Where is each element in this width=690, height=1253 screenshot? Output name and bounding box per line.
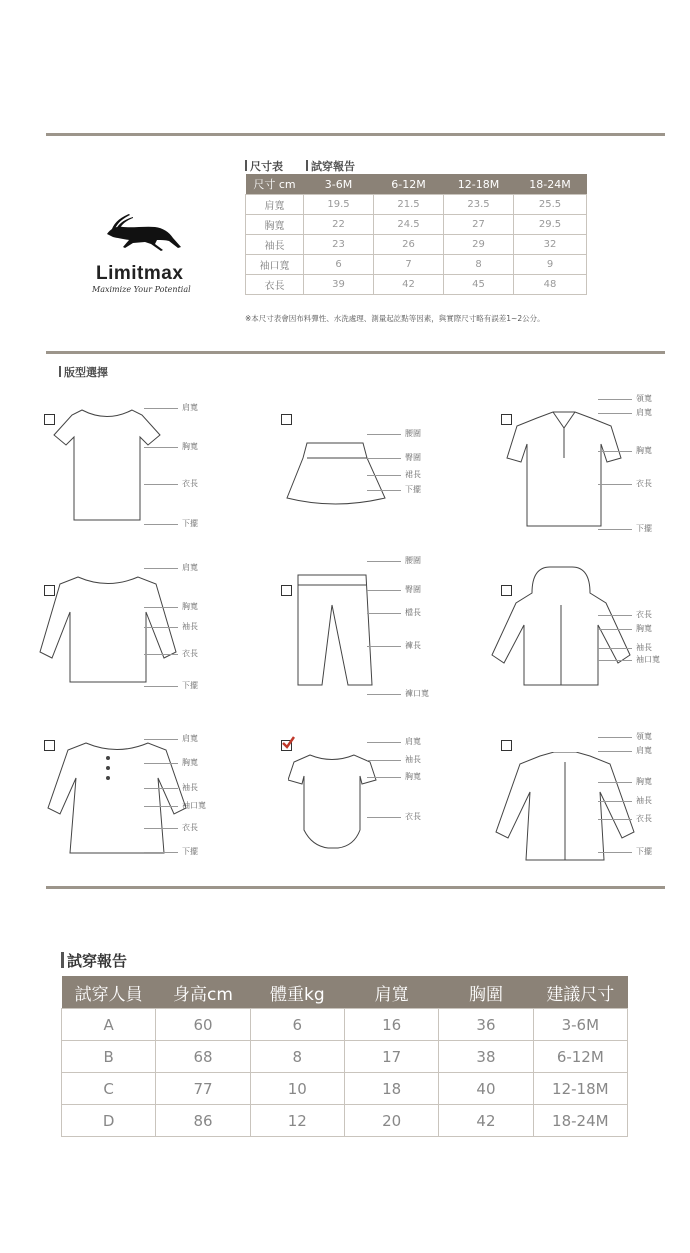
fit-cell: 18 — [344, 1073, 438, 1105]
measure-leader-line — [367, 458, 401, 459]
size-cell: 29.5 — [514, 215, 587, 235]
fit-table-row — [62, 1009, 628, 1041]
measure-leader-line — [598, 660, 632, 661]
size-cell: 23.5 — [444, 195, 514, 215]
size-table-header: 6-12M — [374, 174, 444, 195]
measure-label: 衣長 — [182, 479, 198, 488]
size-row-label: 袖口寬 — [246, 255, 304, 275]
fit-cell: D — [62, 1105, 156, 1137]
fit-cell: 60 — [156, 1009, 250, 1041]
measure-leader-line — [598, 737, 632, 738]
measure-label: 衣長 — [182, 823, 198, 832]
measure-leader-line — [144, 739, 178, 740]
fit-cell: 17 — [344, 1041, 438, 1073]
measure-leader-line — [144, 627, 178, 628]
fit-report-table — [61, 976, 628, 1137]
measure-label: 檔長 — [405, 608, 421, 617]
measure-label: 腰圍 — [405, 556, 421, 565]
fit-table-header: 試穿人員 — [62, 976, 156, 1009]
fit-cell: 3-6M — [533, 1009, 627, 1041]
fit-table-header: 建議尺寸 — [533, 976, 627, 1009]
size-row-label: 衣長 — [246, 275, 304, 295]
tab-fit-report[interactable]: 試穿報告 — [306, 158, 355, 174]
garment-tee-icon — [52, 405, 202, 530]
measure-label: 肩寬 — [636, 408, 652, 417]
measure-leader-line — [367, 590, 401, 591]
measure-leader-line — [144, 447, 178, 448]
measure-leader-line — [367, 646, 401, 647]
measure-leader-line — [598, 801, 632, 802]
measure-label: 領寬 — [636, 732, 652, 741]
size-row-label: 袖長 — [246, 235, 304, 255]
checkmark-icon — [281, 736, 295, 750]
measure-label: 臀圍 — [405, 585, 421, 594]
measure-label: 下擺 — [182, 519, 198, 528]
measure-leader-line — [367, 475, 401, 476]
style-section-title: 版型選擇 — [59, 364, 108, 380]
measure-label: 下擺 — [636, 847, 652, 856]
size-cell: 32 — [514, 235, 587, 255]
measure-leader-line — [144, 524, 178, 525]
measure-leader-line — [598, 399, 632, 400]
size-table-row — [246, 215, 587, 235]
size-row-label: 胸寬 — [246, 215, 304, 235]
size-cell: 22 — [304, 215, 374, 235]
measure-leader-line — [598, 782, 632, 783]
measure-label: 下擺 — [405, 485, 421, 494]
fit-cell: 40 — [439, 1073, 533, 1105]
garment-polo-icon — [505, 408, 655, 533]
size-cell: 23 — [304, 235, 374, 255]
size-table-row — [246, 235, 587, 255]
garment-long-icon — [38, 572, 188, 697]
fit-cell: 42 — [439, 1105, 533, 1137]
measure-label: 褲口寬 — [405, 689, 429, 698]
size-cell: 8 — [444, 255, 514, 275]
measure-label: 下擺 — [636, 524, 652, 533]
measure-label: 肩寬 — [405, 737, 421, 746]
measure-leader-line — [367, 817, 401, 818]
measure-label: 衣長 — [636, 479, 652, 488]
measure-label: 領寬 — [636, 394, 652, 403]
bottom-divider — [46, 886, 665, 889]
size-cell: 42 — [374, 275, 444, 295]
measure-leader-line — [598, 484, 632, 485]
measure-leader-line — [598, 819, 632, 820]
size-table-row — [246, 275, 587, 295]
measure-label: 衣長 — [636, 610, 652, 619]
measure-label: 袖長 — [182, 783, 198, 792]
fit-table-row — [62, 1105, 628, 1137]
size-table-header: 尺寸 cm — [246, 174, 304, 195]
fit-cell: 77 — [156, 1073, 250, 1105]
size-table-header: 18-24M — [514, 174, 587, 195]
garment-shirt-icon — [492, 752, 642, 877]
fit-cell: 68 — [156, 1041, 250, 1073]
size-cell: 27 — [444, 215, 514, 235]
size-cell: 25.5 — [514, 195, 587, 215]
size-cell: 39 — [304, 275, 374, 295]
size-table-header: 12-18M — [444, 174, 514, 195]
gazelle-logo-icon — [103, 210, 185, 260]
measure-leader-line — [598, 615, 632, 616]
fit-cell: B — [62, 1041, 156, 1073]
measure-leader-line — [367, 434, 401, 435]
fit-table-header: 胸圍 — [439, 976, 533, 1009]
measure-label: 胸寬 — [636, 777, 652, 786]
size-row-label: 肩寬 — [246, 195, 304, 215]
measure-label: 衣長 — [182, 649, 198, 658]
measure-label: 肩寬 — [636, 746, 652, 755]
measure-leader-line — [598, 529, 632, 530]
measure-label: 下擺 — [182, 681, 198, 690]
measure-leader-line — [598, 629, 632, 630]
measure-label: 肩寬 — [182, 403, 198, 412]
measure-label: 衣長 — [405, 812, 421, 821]
measure-label: 袖長 — [405, 755, 421, 764]
measure-label: 胸寬 — [182, 758, 198, 767]
size-cell: 29 — [444, 235, 514, 255]
measure-label: 胸寬 — [636, 624, 652, 633]
size-cell: 45 — [444, 275, 514, 295]
measure-leader-line — [144, 788, 178, 789]
measure-label: 胸寬 — [182, 602, 198, 611]
measure-leader-line — [598, 648, 632, 649]
measure-leader-line — [367, 777, 401, 778]
size-table-row — [246, 255, 587, 275]
fit-cell: 16 — [344, 1009, 438, 1041]
measure-leader-line — [367, 490, 401, 491]
fit-cell: 18-24M — [533, 1105, 627, 1137]
measure-label: 袖口寬 — [182, 801, 206, 810]
measure-label: 褲長 — [405, 641, 421, 650]
measure-label: 衣長 — [636, 814, 652, 823]
measure-label: 下擺 — [182, 847, 198, 856]
measure-leader-line — [144, 828, 178, 829]
measure-leader-line — [144, 763, 178, 764]
style-checkbox[interactable] — [281, 414, 292, 425]
measure-leader-line — [598, 413, 632, 414]
size-cell: 26 — [374, 235, 444, 255]
fit-report-title: 試穿報告 — [61, 950, 127, 971]
garment-blouse-icon — [46, 738, 196, 863]
size-cell: 6 — [304, 255, 374, 275]
measure-label: 肩寬 — [182, 734, 198, 743]
measure-label: 胸寬 — [182, 442, 198, 451]
top-divider — [46, 133, 665, 136]
size-note: ※本尺寸表會因布料彈性、水洗處理、測量起訖點等因素，與實際尺寸略有誤差1~2公分。 — [245, 314, 545, 323]
measure-label: 胸寬 — [405, 772, 421, 781]
measure-leader-line — [144, 852, 178, 853]
size-cell: 9 — [514, 255, 587, 275]
fit-cell: 6-12M — [533, 1041, 627, 1073]
measure-label: 袖長 — [636, 796, 652, 805]
size-cell: 19.5 — [304, 195, 374, 215]
fit-cell: C — [62, 1073, 156, 1105]
measure-leader-line — [144, 484, 178, 485]
measure-leader-line — [598, 751, 632, 752]
size-cell: 48 — [514, 275, 587, 295]
fit-table-header: 身高cm — [156, 976, 250, 1009]
size-table-header: 3-6M — [304, 174, 374, 195]
fit-cell: 10 — [250, 1073, 344, 1105]
size-cell: 21.5 — [374, 195, 444, 215]
fit-cell: 86 — [156, 1105, 250, 1137]
fit-table-row — [62, 1041, 628, 1073]
fit-cell: 6 — [250, 1009, 344, 1041]
size-table-row — [246, 195, 587, 215]
fit-table-header: 體重kg — [250, 976, 344, 1009]
size-cell: 7 — [374, 255, 444, 275]
fit-cell: A — [62, 1009, 156, 1041]
measure-label: 肩寬 — [182, 563, 198, 572]
measure-leader-line — [144, 408, 178, 409]
size-cell: 24.5 — [374, 215, 444, 235]
fit-cell: 20 — [344, 1105, 438, 1137]
garment-hoodie-icon — [490, 565, 640, 690]
measure-leader-line — [367, 561, 401, 562]
style-checkbox[interactable] — [501, 740, 512, 751]
middle-divider — [46, 351, 665, 354]
brand-name: Limitmax — [96, 263, 184, 284]
measure-leader-line — [367, 760, 401, 761]
measure-leader-line — [144, 654, 178, 655]
measure-label: 胸寬 — [636, 446, 652, 455]
measure-leader-line — [598, 451, 632, 452]
measure-label: 袖口寬 — [636, 655, 660, 664]
fit-table-header: 肩寬 — [344, 976, 438, 1009]
measure-leader-line — [144, 806, 178, 807]
measure-label: 臀圍 — [405, 453, 421, 462]
measure-leader-line — [367, 694, 401, 695]
fit-cell: 12-18M — [533, 1073, 627, 1105]
tab-size-chart[interactable]: 尺寸表 — [245, 158, 283, 174]
fit-table-row — [62, 1073, 628, 1105]
measure-label: 袖長 — [182, 622, 198, 631]
measure-label: 袖長 — [636, 643, 652, 652]
measure-label: 裙長 — [405, 470, 421, 479]
brand-tagline: Maximize Your Potential — [92, 285, 191, 294]
fit-cell: 36 — [439, 1009, 533, 1041]
measure-leader-line — [598, 852, 632, 853]
measure-leader-line — [144, 568, 178, 569]
size-table — [245, 174, 587, 295]
measure-leader-line — [144, 607, 178, 608]
fit-cell: 12 — [250, 1105, 344, 1137]
fit-cell: 8 — [250, 1041, 344, 1073]
measure-label: 腰圍 — [405, 429, 421, 438]
measure-leader-line — [367, 613, 401, 614]
measure-leader-line — [144, 686, 178, 687]
fit-cell: 38 — [439, 1041, 533, 1073]
measure-leader-line — [367, 742, 401, 743]
style-checkbox[interactable] — [281, 585, 292, 596]
